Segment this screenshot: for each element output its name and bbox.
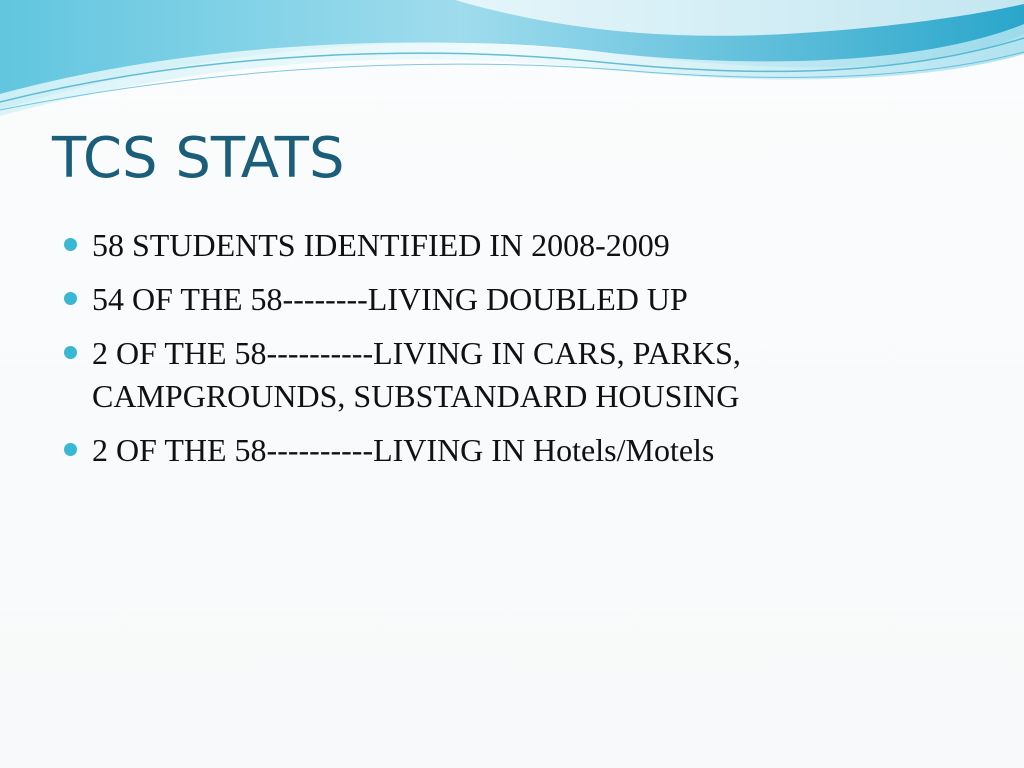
bullet-dot-icon [64, 238, 77, 251]
bullet-list [64, 224, 964, 483]
bullet-text: 58 STUDENTS IDENTIFIED IN 2008-2009 [92, 227, 670, 263]
bullet-dot-icon [64, 346, 77, 359]
bullet-dot-icon [64, 292, 77, 305]
decorative-wave-header [0, 0, 1024, 120]
bullet-dot-icon [64, 443, 77, 456]
bullet-item-cars-parks-housing [64, 332, 964, 418]
bullet-item-students-identified [64, 224, 964, 267]
bullet-text: 2 OF THE 58----------LIVING IN Hotels/Motels [92, 432, 715, 468]
bullet-item-hotels-motels [64, 429, 964, 472]
bullet-item-doubled-up [64, 278, 964, 321]
slide-title: TCS STATS [52, 126, 345, 191]
bullet-text: 54 OF THE 58--------LIVING DOUBLED UP [92, 281, 688, 317]
bullet-text: 2 OF THE 58----------LIVING IN CARS, PARKS, CAMPGROUNDS, SUBSTANDARD HOUSING [92, 335, 741, 414]
